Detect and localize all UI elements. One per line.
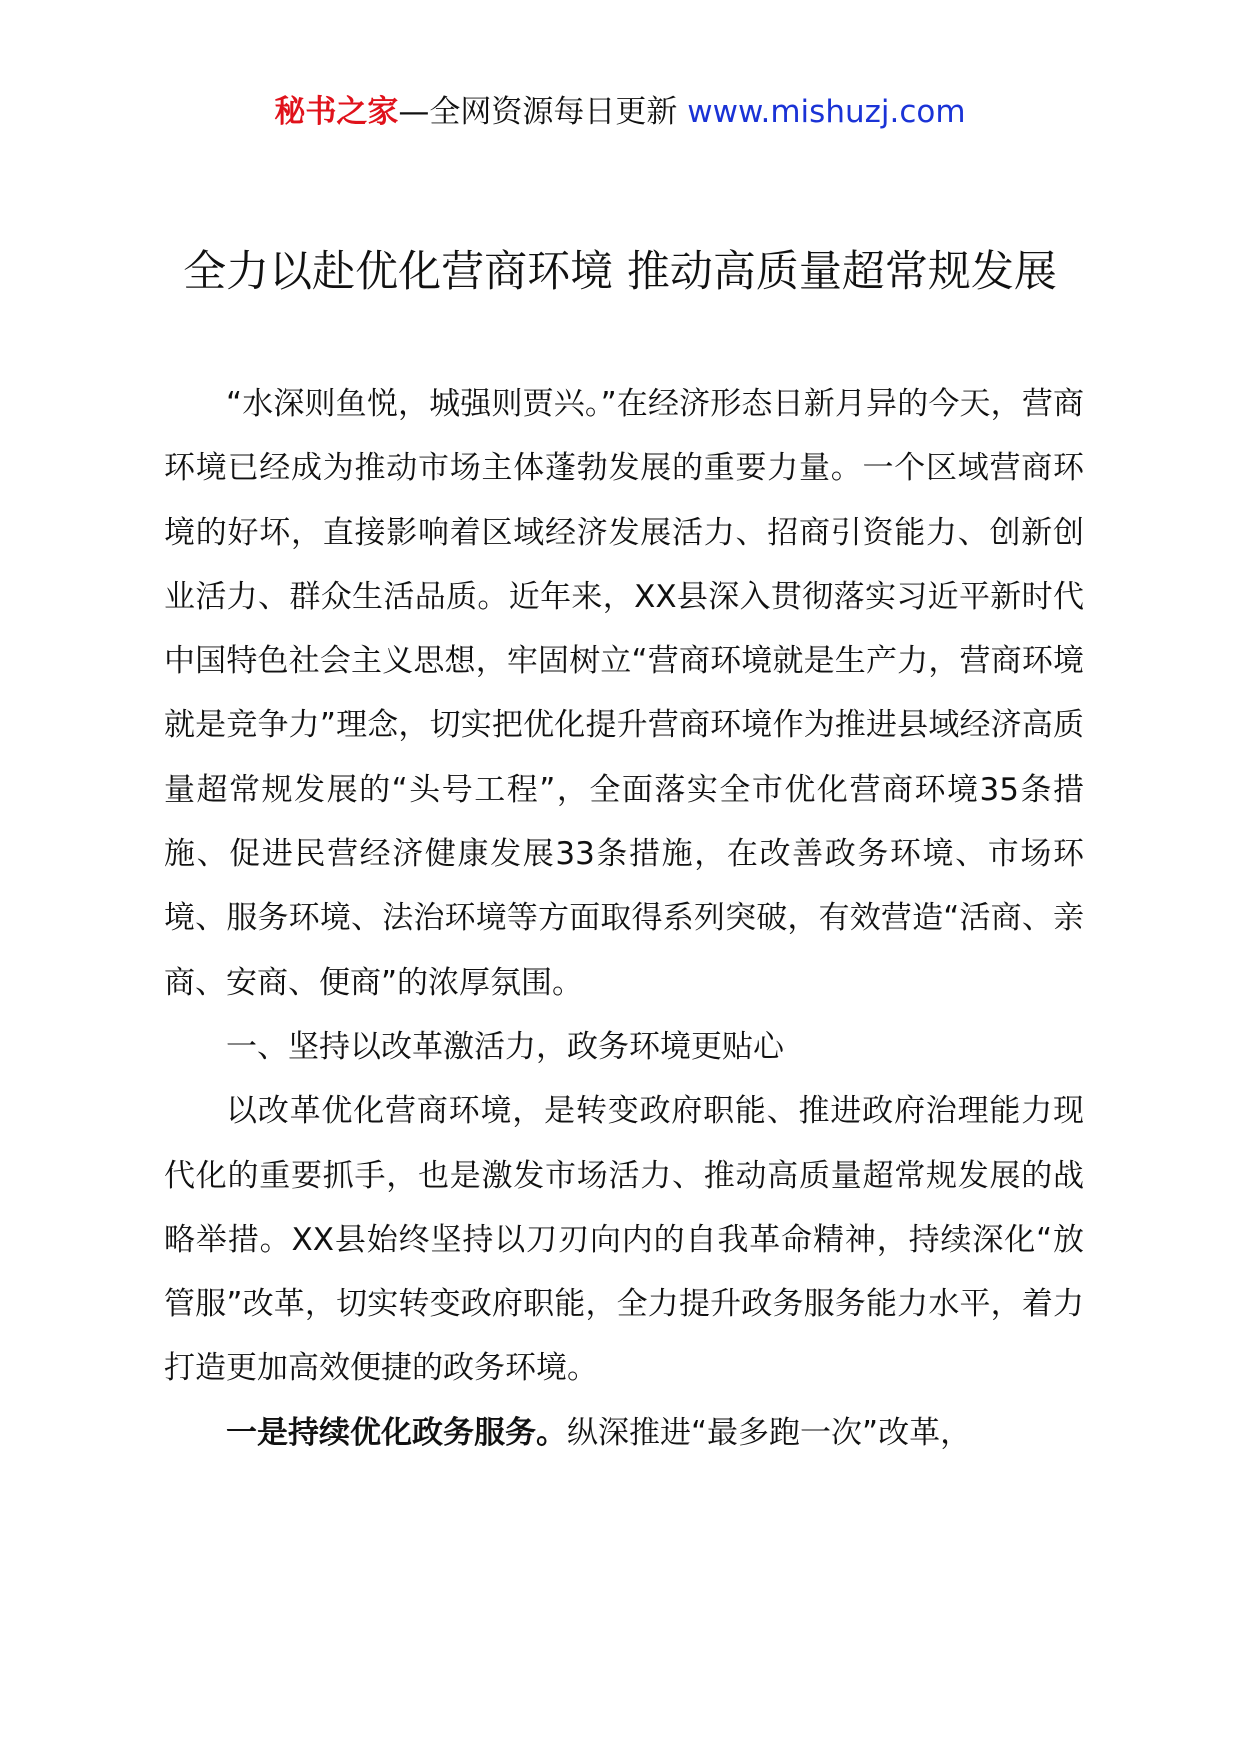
point-1-lead: 一是持续优化政务服务。	[226, 1414, 567, 1451]
header-tagline: —全网资源每日更新	[398, 94, 678, 130]
intro-paragraph: “水深则鱼悦，城强则贾兴。”在经济形态日新月异的今天，营商环境已经成为推动市场主体蓬勃发展的重要力量。一个区域营商环境的好坏，直接影响着区域经济发展活力、招商引资能力、创新创业活力、群众生活品质。近年来，XX县深入贯彻落实习近平新时代中国特色社会主义思想，牢固树立“营商环境就是生产力，营商环境就是竞争力”理念，切实把优化提升营商环境作为推进县域经济高质量超常规发展的“头号工程”，全面落实全市优化营商环境35条措施、促进民营经济健康发展33条措施，在改善政务环境、市场环境、服务环境、法治环境等方面取得系列突破，有效营造“活商、亲商、安商、便商”的浓厚氛围。	[164, 386, 1084, 1001]
section-heading-1: 一、坚持以改革激活力，政务环境更贴心	[226, 1028, 784, 1065]
document-body	[164, 372, 1084, 1465]
section-1-paragraph: 以改革优化营商环境，是转变政府职能、推进政府治理能力现代化的重要抓手，也是激发市场活力、推动高质量超常规发展的战略举措。XX县始终坚持以刀刃向内的自我革命精神，持续深化“放管服”改革，切实转变政府职能，全力提升政务服务能力水平，着力打造更加高效便捷的政务环境。	[164, 1093, 1084, 1387]
brand-name: 秘书之家	[274, 94, 399, 130]
document-title: 全力以赴优化营商环境 推动高质量超常规发展	[183, 247, 1057, 297]
point-1-text: 纵深推进“最多跑一次”改革，	[567, 1414, 972, 1451]
site-url-link[interactable]: www.mishuzj.com	[687, 94, 966, 130]
site-header	[0, 92, 1240, 132]
point-1-paragraph	[164, 1401, 1084, 1465]
